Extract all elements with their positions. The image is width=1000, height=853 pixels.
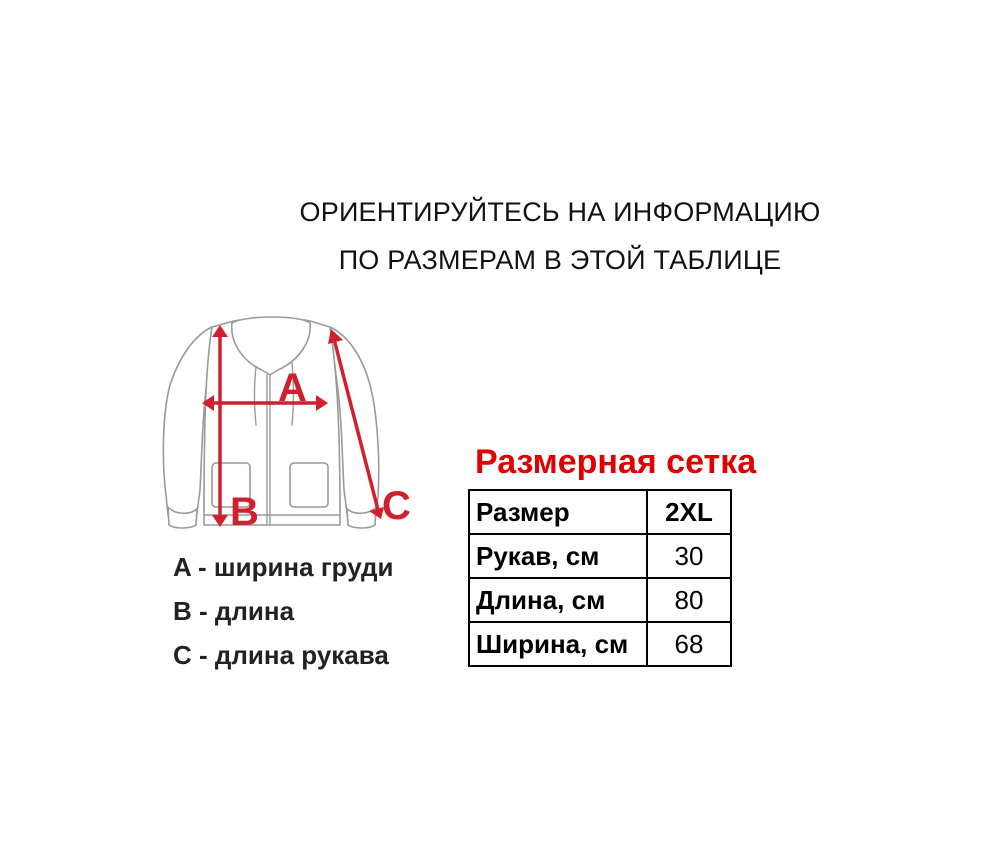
label-c: C (382, 484, 411, 528)
row-label-cell: Рукав, см (469, 534, 647, 578)
table-row (469, 578, 731, 622)
label-b: B (230, 490, 259, 534)
right-pocket-outline (290, 463, 328, 507)
size-chart-title: Размерная сетка (475, 443, 757, 481)
heading-line-2: ПО РАЗМЕРАМ В ЭТОЙ ТАБЛИЦЕ (338, 245, 782, 275)
table-row (469, 534, 731, 578)
legend-item-chest: A - ширина груди (173, 552, 394, 582)
heading-line-1: ОРИЕНТИРУЙТЕСЬ НА ИНФОРМАЦИЮ (299, 197, 821, 227)
row-value-cell: 80 (647, 578, 731, 622)
table-header-row (469, 490, 731, 534)
label-a: A (278, 366, 307, 410)
jacket-diagram (150, 315, 420, 540)
measurement-legend (173, 545, 394, 677)
header-label-cell: Размер (469, 490, 647, 534)
row-value-cell: 30 (647, 534, 731, 578)
header-size-cell: 2XL (647, 490, 731, 534)
table-row (469, 622, 731, 666)
row-value-cell: 68 (647, 622, 731, 666)
instruction-heading (260, 188, 860, 284)
size-table (468, 489, 732, 667)
row-label-cell: Ширина, см (469, 622, 647, 666)
legend-item-length: B - длина (173, 596, 295, 626)
legend-item-sleeve: C - длина рукава (173, 640, 389, 670)
row-label-cell: Длина, см (469, 578, 647, 622)
